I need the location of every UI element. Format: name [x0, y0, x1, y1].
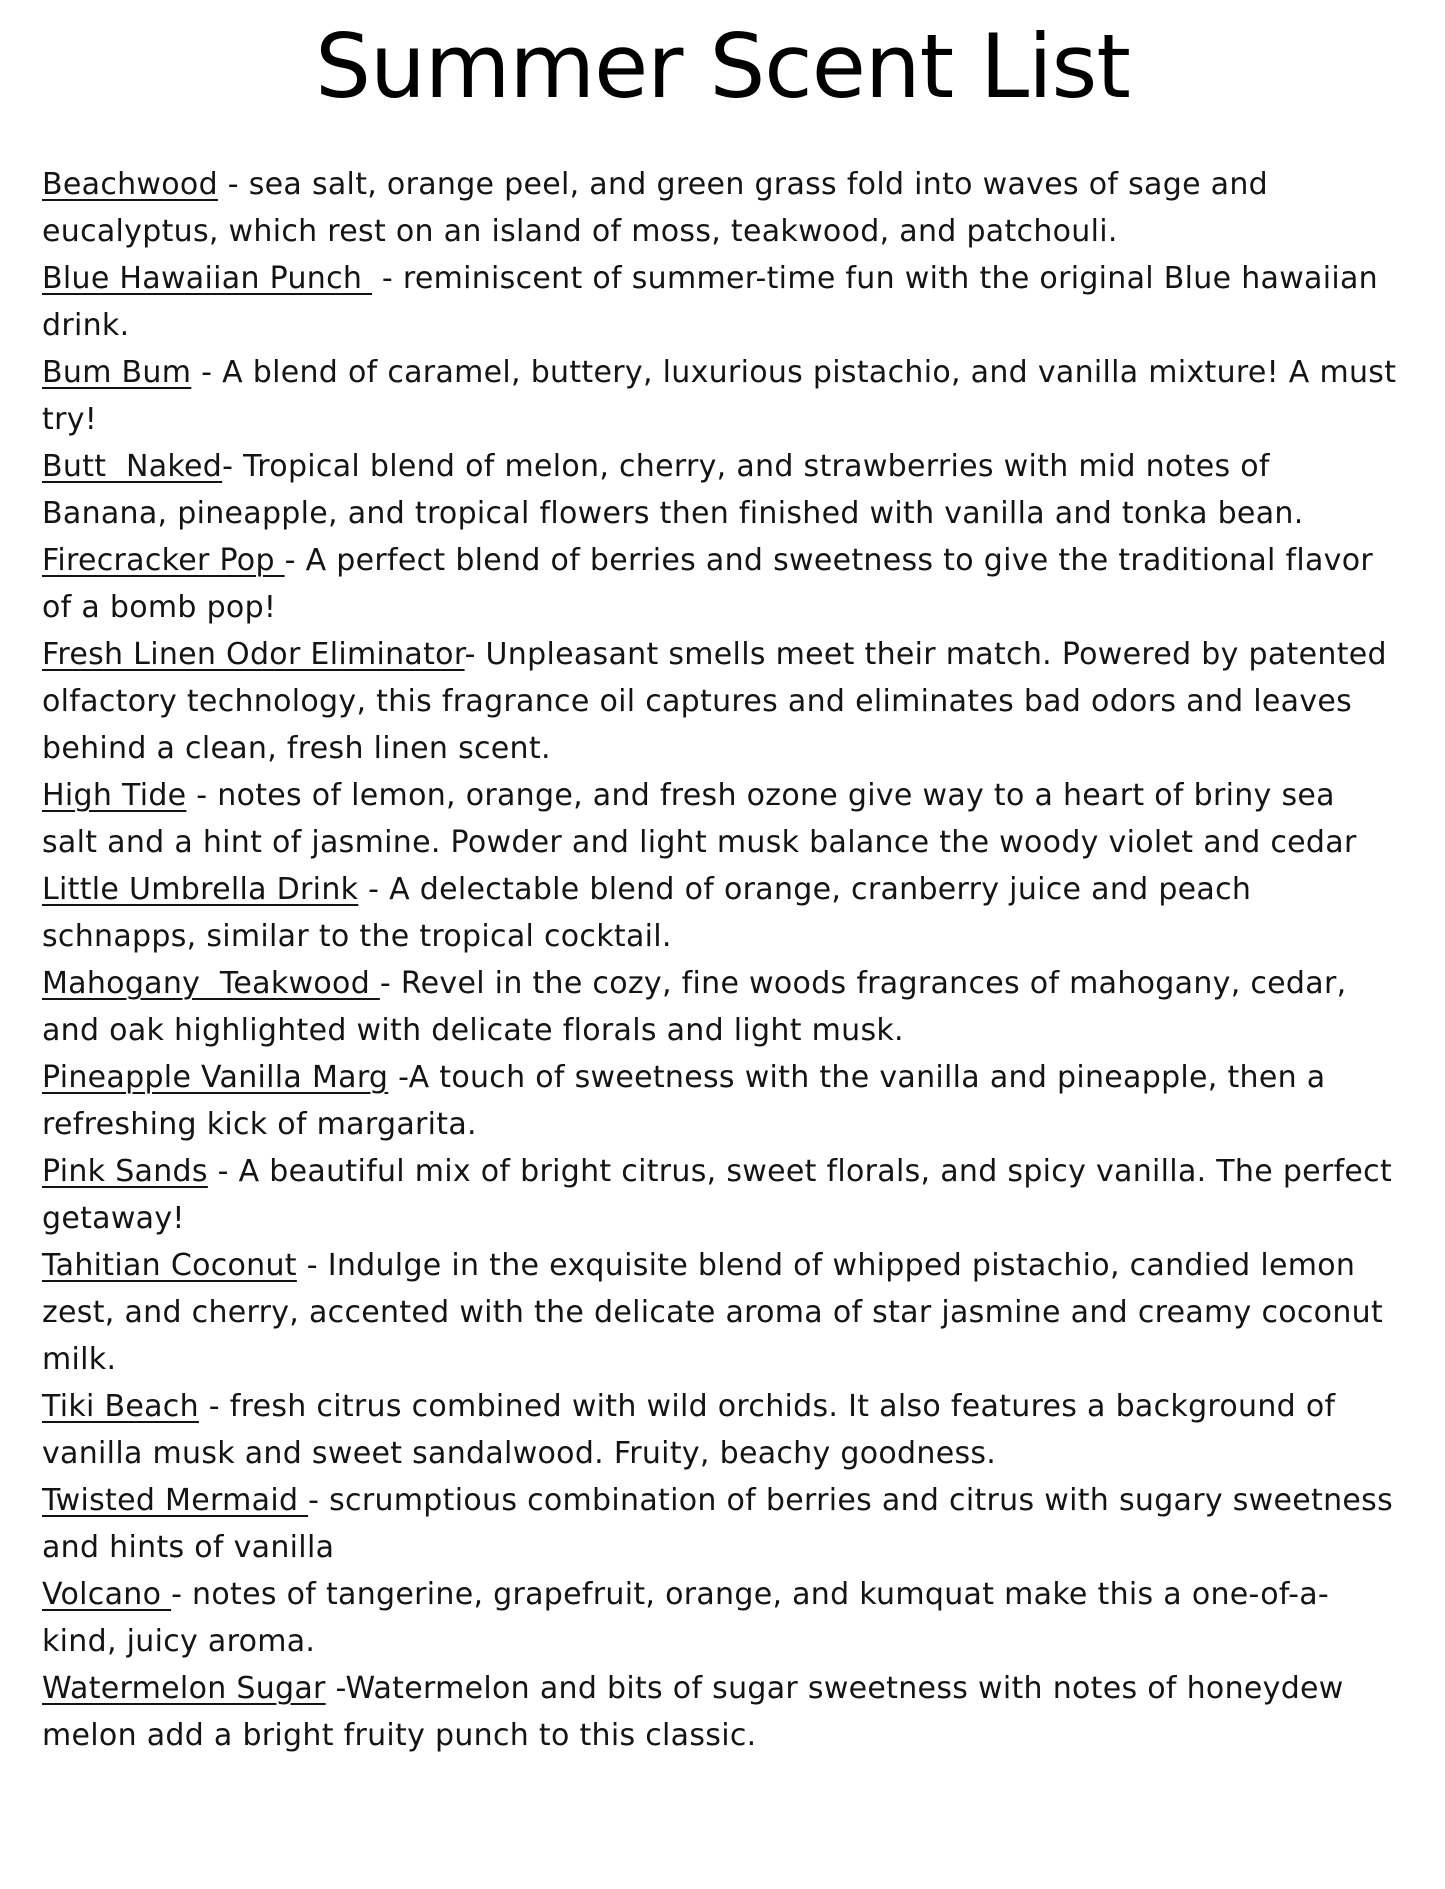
scent-separator: - [388, 1059, 409, 1095]
scent-description: A perfect blend of berries and sweetness to give the traditional flavor of a bomb pop! [42, 542, 1374, 625]
scent-entry [42, 1054, 1397, 1148]
scent-entry [42, 1571, 1397, 1665]
scent-separator: - [207, 1153, 239, 1189]
scent-name: Volcano [42, 1576, 172, 1612]
scent-separator: - [296, 1247, 328, 1283]
scent-description: sea salt, orange peel, and green grass fold into waves of sage and eucalyptus, which rest on an island of moss, teakwood, and patchouli. [42, 166, 1268, 249]
scent-list [0, 161, 1445, 1759]
page-title: Summer Scent List [315, 15, 1130, 118]
scent-entry [42, 443, 1397, 537]
document-page [0, 15, 1445, 1889]
scent-entry [42, 1148, 1397, 1242]
scent-entry [42, 631, 1397, 772]
scent-separator: - [186, 777, 218, 813]
scent-separator: - [222, 448, 244, 484]
scent-description: scrumptious combination of berries and citrus with sugary sweetness and hints of vanilla [42, 1482, 1394, 1565]
scent-description: A touch of sweetness with the vanilla and pineapple, then a refreshing kick of margarita. [42, 1059, 1326, 1142]
scent-separator: - [358, 871, 390, 907]
scent-description: A blend of caramel, buttery, luxurious pistachio, and vanilla mixture! A must try! [42, 354, 1397, 437]
scent-name: Tahitian Coconut [42, 1247, 297, 1283]
scent-description: fresh citrus combined with wild orchids. It also features a background of vanilla musk and sweet sandalwood. Fruity, beachy goodness. [42, 1388, 1336, 1471]
scent-description: Watermelon and bits of sugar sweetness with notes of honeydew melon add a bright fruity punch to this classic. [42, 1670, 1344, 1753]
scent-description: Revel in the cozy, fine woods fragrances of mahogany, cedar, and oak highlighted with delicate florals and light musk. [42, 965, 1347, 1048]
scent-description: Unpleasant smells meet their match. Powered by patented olfactory technology, this fragrance oil captures and eliminates bad odors and leaves behind a clean, fresh linen scent. [42, 636, 1387, 766]
scent-entry [42, 1242, 1397, 1383]
scent-name: High Tide [42, 777, 187, 813]
scent-entry [42, 772, 1397, 866]
scent-name: Mahogany Teakwood [42, 965, 380, 1001]
scent-separator: - [308, 1482, 330, 1518]
scent-name: Beachwood [42, 166, 218, 202]
scent-name: Little Umbrella Drink [42, 871, 359, 907]
scent-name: Watermelon Sugar [42, 1670, 326, 1706]
scent-separator: - [191, 354, 223, 390]
scent-separator: - [372, 260, 403, 296]
scent-description: Indulge in the exquisite blend of whipped pistachio, candied lemon zest, and cherry, accented with the delicate aroma of star jasmine and creamy coconut milk. [42, 1247, 1384, 1377]
scent-description: Tropical blend of melon, cherry, and strawberries with mid notes of Banana, pineapple, and tropical flowers then finished with vanilla and tonka bean. [42, 448, 1304, 531]
scent-name: Pink Sands [42, 1153, 208, 1189]
scent-separator: - [198, 1388, 230, 1424]
scent-entry [42, 161, 1397, 255]
scent-separator: - [217, 166, 249, 202]
scent-separator: - [284, 542, 306, 578]
scent-name: Twisted Mermaid [42, 1482, 309, 1518]
scent-entry [42, 1477, 1397, 1571]
scent-separator: - [379, 965, 401, 1001]
scent-description: A beautiful mix of bright citrus, sweet florals, and spicy vanilla. The perfect getaway! [42, 1153, 1393, 1236]
scent-entry [42, 255, 1397, 349]
scent-separator: - [325, 1670, 346, 1706]
scent-description: A delectable blend of orange, cranberry juice and peach schnapps, similar to the tropical cocktail. [42, 871, 1252, 954]
scent-name: Bum Bum [42, 354, 192, 390]
scent-separator: - [464, 636, 486, 672]
scent-separator: - [171, 1576, 193, 1612]
scent-name: Blue Hawaiian Punch [42, 260, 373, 296]
scent-entry [42, 1665, 1397, 1759]
scent-name: Pineapple Vanilla Marg [42, 1059, 389, 1095]
scent-name: Firecracker Pop [42, 542, 285, 578]
scent-entry [42, 349, 1397, 443]
scent-entry [42, 960, 1397, 1054]
scent-entry [42, 1383, 1397, 1477]
scent-name: Butt Naked [42, 448, 223, 484]
scent-description: notes of lemon, orange, and fresh ozone give way to a heart of briny sea salt and a hint of jasmine. Powder and light musk balance the woody violet and cedar [42, 777, 1357, 860]
scent-name: Fresh Linen Odor Eliminator [42, 636, 465, 672]
scent-description: notes of tangerine, grapefruit, orange, and kumquat make this a one-of-a-kind, juicy aroma. [42, 1576, 1330, 1659]
scent-description: reminiscent of summer-time fun with the original Blue hawaiian drink. [42, 260, 1378, 343]
scent-entry [42, 537, 1397, 631]
scent-entry [42, 866, 1397, 960]
scent-name: Tiki Beach [42, 1388, 199, 1424]
